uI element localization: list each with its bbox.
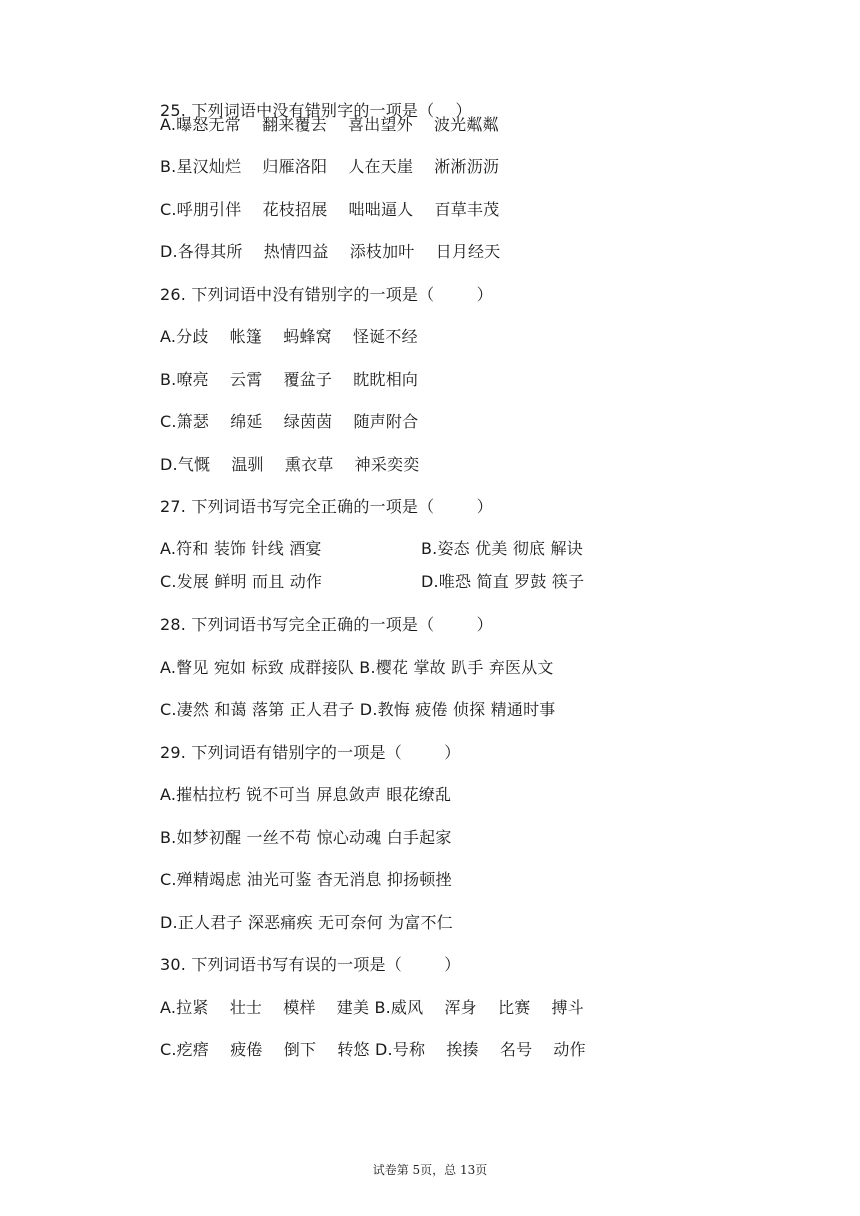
question-25-option-a: A.曝怒无常 翻来覆去 喜出望外 波光粼粼 — [160, 115, 499, 134]
question-26-title: 26. 下列词语中没有错别字的一项是（ ） — [160, 285, 493, 304]
question-29-option-a: A.摧枯拉朽 锐不可当 屏息敛声 眼花缭乱 — [160, 785, 452, 804]
question-26-option-d: D.气慨 温驯 熏衣草 神采奕奕 — [160, 455, 420, 474]
question-27-title: 27. 下列词语书写完全正确的一项是（ ） — [160, 497, 493, 516]
question-25-option-d: D.各得其所 热情四益 添枝加叶 日月经天 — [160, 242, 501, 261]
question-30-options-cd: C.疙瘩 疲倦 倒下 转悠 D.号称 挨揍 名号 动作 — [160, 1040, 586, 1059]
question-28-options-cd: C.凄然 和蔼 落第 正人君子 D.教悔 疲倦 侦探 精通时事 — [160, 700, 556, 719]
question-30-title: 30. 下列词语书写有误的一项是（ ） — [160, 955, 461, 974]
question-25-title: 25. 下列词语中没有错别字的一项是（ ） — [160, 101, 472, 120]
question-28-options-ab: A.瞥见 宛如 标致 成群接队 B.樱花 掌故 趴手 弃医从文 — [160, 658, 554, 677]
question-27-option-d: D.唯恐 简直 罗鼓 筷子 — [421, 572, 585, 591]
question-29-option-d: D.正人君子 深恶痛疾 无可奈何 为富不仁 — [160, 913, 453, 932]
question-25-option-b: B.星汉灿烂 归雁洛阳 人在天崖 淅淅沥沥 — [160, 157, 500, 176]
question-27-option-b: B.姿态 优美 彻底 解诀 — [421, 539, 583, 558]
page-footer: 试卷第 5页，总 13页 — [372, 1163, 488, 1177]
question-27-option-a: A.符和 装饰 针线 酒宴 — [160, 539, 322, 558]
question-29-title: 29. 下列词语有错别字的一项是（ ） — [160, 743, 461, 762]
question-27-option-c: C.发展 鲜明 而且 动作 — [160, 572, 323, 591]
question-29-option-b: B.如梦初醒 一丝不苟 惊心动魂 白手起家 — [160, 828, 452, 847]
question-29-option-c: C.殚精竭虑 油光可鉴 杳无消息 抑扬顿挫 — [160, 870, 452, 889]
question-28-title: 28. 下列词语书写完全正确的一项是（ ） — [160, 615, 493, 634]
question-26-option-a: A.分歧 帐篷 蚂蜂窝 怪诞不经 — [160, 327, 418, 346]
question-26-option-c: C.箫瑟 绵延 绿茵茵 随声附合 — [160, 412, 419, 431]
question-30-options-ab: A.拉紧 壮士 模样 建美 B.威风 浑身 比赛 搏斗 — [160, 998, 584, 1017]
question-26-option-b: B.嘹亮 云霄 覆盆子 眈眈相向 — [160, 370, 419, 389]
question-25-option-c: C.呼朋引伴 花枝招展 咄咄逼人 百草丰茂 — [160, 200, 500, 219]
